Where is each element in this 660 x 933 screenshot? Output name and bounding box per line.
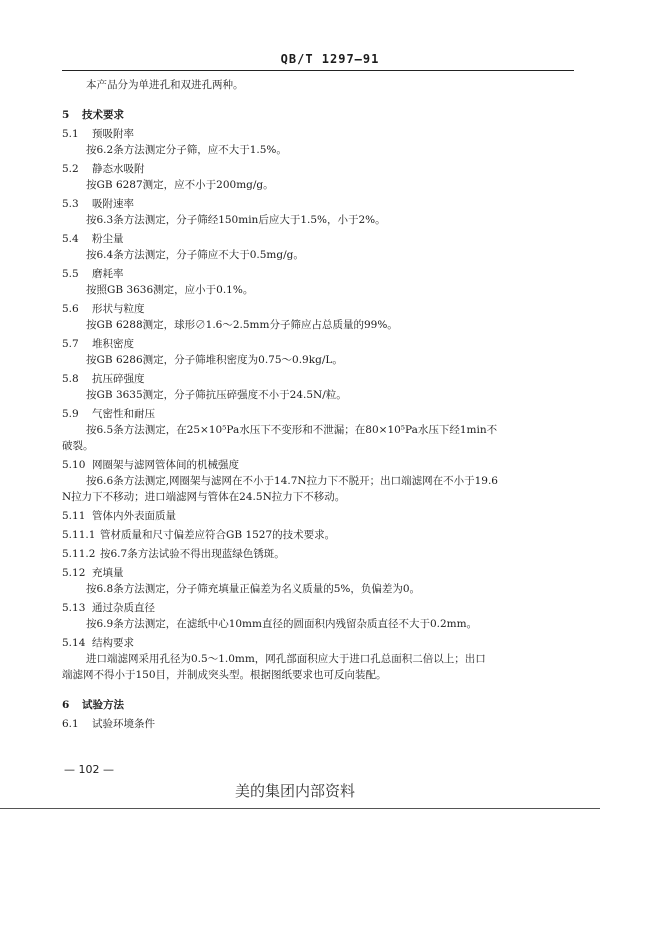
clause-body-line: 按6.3条方法测定，分子筛经150min后应大于1.5%，小于2%。: [86, 214, 386, 226]
clause-body-line: 按6.6条方法测定,网圈架与滤网在不小于14.7N拉力下不脱开；出口端滤网在不小于19.6: [86, 475, 498, 487]
clause-heading: [62, 509, 538, 523]
clause-heading: [62, 528, 538, 542]
page-number: — 102 —: [64, 763, 114, 776]
clause-number: 5.10: [62, 459, 86, 471]
clause-number: 5.11: [62, 510, 86, 522]
clause-body-line: 按GB 6288测定，球形∅1.6～2.5mm分子筛应占总质量的99%。: [86, 319, 398, 331]
clause-title: 抗压碎强度: [92, 373, 145, 385]
clause-body-line: N拉力下不移动；进口端滤网与管体在24.5N拉力下不移动。: [62, 491, 346, 503]
clause-number: 5.3: [62, 198, 79, 210]
clause-number: 5.8: [62, 373, 79, 385]
clause-title: 气密性和耐压: [92, 408, 155, 420]
header-rule: [62, 70, 574, 71]
clause-heading: [62, 458, 538, 472]
section-5-title: 技术要求: [82, 109, 124, 121]
footer-watermark-note: 美的集团内部资料: [234, 782, 355, 800]
standard-code-header: QB/T 1297—91: [280, 52, 380, 66]
document-body: [62, 74, 538, 731]
clause-number: 5.11.1: [62, 529, 96, 541]
clause-body-line: 按6.4条方法测定，分子筛应不大于0.5mg/g。: [86, 249, 304, 261]
clause-title: 吸附速率: [92, 198, 134, 210]
clause-body-line: 按照GB 3636测定，应小于0.1%。: [86, 284, 254, 296]
clause-heading: [62, 302, 538, 316]
clause-title: 通过杂质直径: [92, 602, 155, 614]
clause-heading: [62, 337, 538, 351]
clause-body-line: 按6.5条方法测定，在25×10⁵Pa水压下不变形和不泄漏；在80×10⁵Pa水压下经1min不: [86, 424, 498, 436]
clause-title: 粉尘量: [92, 233, 124, 245]
clause-number: 5.13: [62, 602, 86, 614]
intro-paragraph: 本产品分为单进孔和双进孔两种。: [86, 79, 244, 91]
clause-heading: [62, 232, 538, 246]
clause-number: 5.5: [62, 268, 79, 280]
clause-title: 堆积密度: [92, 338, 134, 350]
section-5-number: 5: [62, 109, 70, 121]
clause-title: 预吸附率: [92, 128, 134, 140]
section-6-number: 6: [62, 699, 70, 711]
clause-title: 静态水吸附: [92, 163, 145, 175]
clause-heading: [62, 267, 538, 281]
section-6-heading: [62, 698, 538, 712]
clause-title: 管体内外表面质量: [92, 510, 176, 522]
clause-6-1-heading: [62, 717, 538, 731]
clause-title: 管材质量和尺寸偏差应符合GB 1527的技术要求。: [100, 529, 336, 541]
footer-rule: [0, 808, 600, 809]
clause-body-line: 按GB 6287测定，应不小于200mg/g。: [86, 179, 274, 191]
clause-heading: [62, 566, 538, 580]
clause-body-line: 进口端滤网采用孔径为0.5～1.0mm，网孔部面积应大于进口孔总面积二倍以上；出口: [86, 653, 486, 665]
clause-number: 5.6: [62, 303, 79, 315]
clause-body-line: 按GB 3635测定，分子筛抗压碎强度不小于24.5N/粒。: [86, 389, 347, 401]
clause-number: 5.4: [62, 233, 79, 245]
clause-number: 5.9: [62, 408, 79, 420]
clause-heading: [62, 372, 538, 386]
clause-6-1-title: 试验环境条件: [92, 718, 155, 730]
clause-body-line: 按6.2条方法测定分子筛，应不大于1.5%。: [86, 144, 287, 156]
section-5-heading: [62, 108, 538, 122]
requirements-list: [62, 127, 538, 682]
clause-title: 充填量: [92, 567, 124, 579]
clause-number: 5.11.2: [62, 548, 96, 560]
clause-body-line: 端滤网不得小于150目，并制成突头型。根据图纸要求也可反向装配。: [62, 669, 387, 681]
clause-title: 网圈架与滤网管体间的机械强度: [92, 459, 239, 471]
clause-heading: [62, 601, 538, 615]
clause-6-1-number: 6.1: [62, 718, 79, 730]
clause-title: 形状与粒度: [92, 303, 145, 315]
section-6-title: 试验方法: [82, 699, 124, 711]
clause-body-line: 按6.8条方法测定，分子筛充填量正偏差为名义质量的5%，负偏差为0。: [86, 583, 421, 595]
clause-heading: [62, 127, 538, 141]
clause-title: 按6.7条方法试验不得出现蓝绿色锈斑。: [100, 548, 285, 560]
clause-title: 结构要求: [92, 637, 134, 649]
clause-heading: [62, 197, 538, 211]
clause-body-line: 按GB 6286测定，分子筛堆积密度为0.75～0.9kg/L。: [86, 354, 343, 366]
clause-number: 5.2: [62, 163, 79, 175]
clause-number: 5.1: [62, 128, 79, 140]
clause-title: 磨耗率: [92, 268, 124, 280]
clause-heading: [62, 407, 538, 421]
clause-heading: [62, 636, 538, 650]
clause-heading: [62, 162, 538, 176]
clause-number: 5.7: [62, 338, 79, 350]
clause-heading: [62, 547, 538, 561]
clause-body-line: 按6.9条方法测定，在滤纸中心10mm直径的圆面积内残留杂质直径不大于0.2mm。: [86, 618, 478, 630]
clause-number: 5.14: [62, 637, 86, 649]
clause-number: 5.12: [62, 567, 86, 579]
clause-body-line: 破裂。: [62, 440, 94, 452]
